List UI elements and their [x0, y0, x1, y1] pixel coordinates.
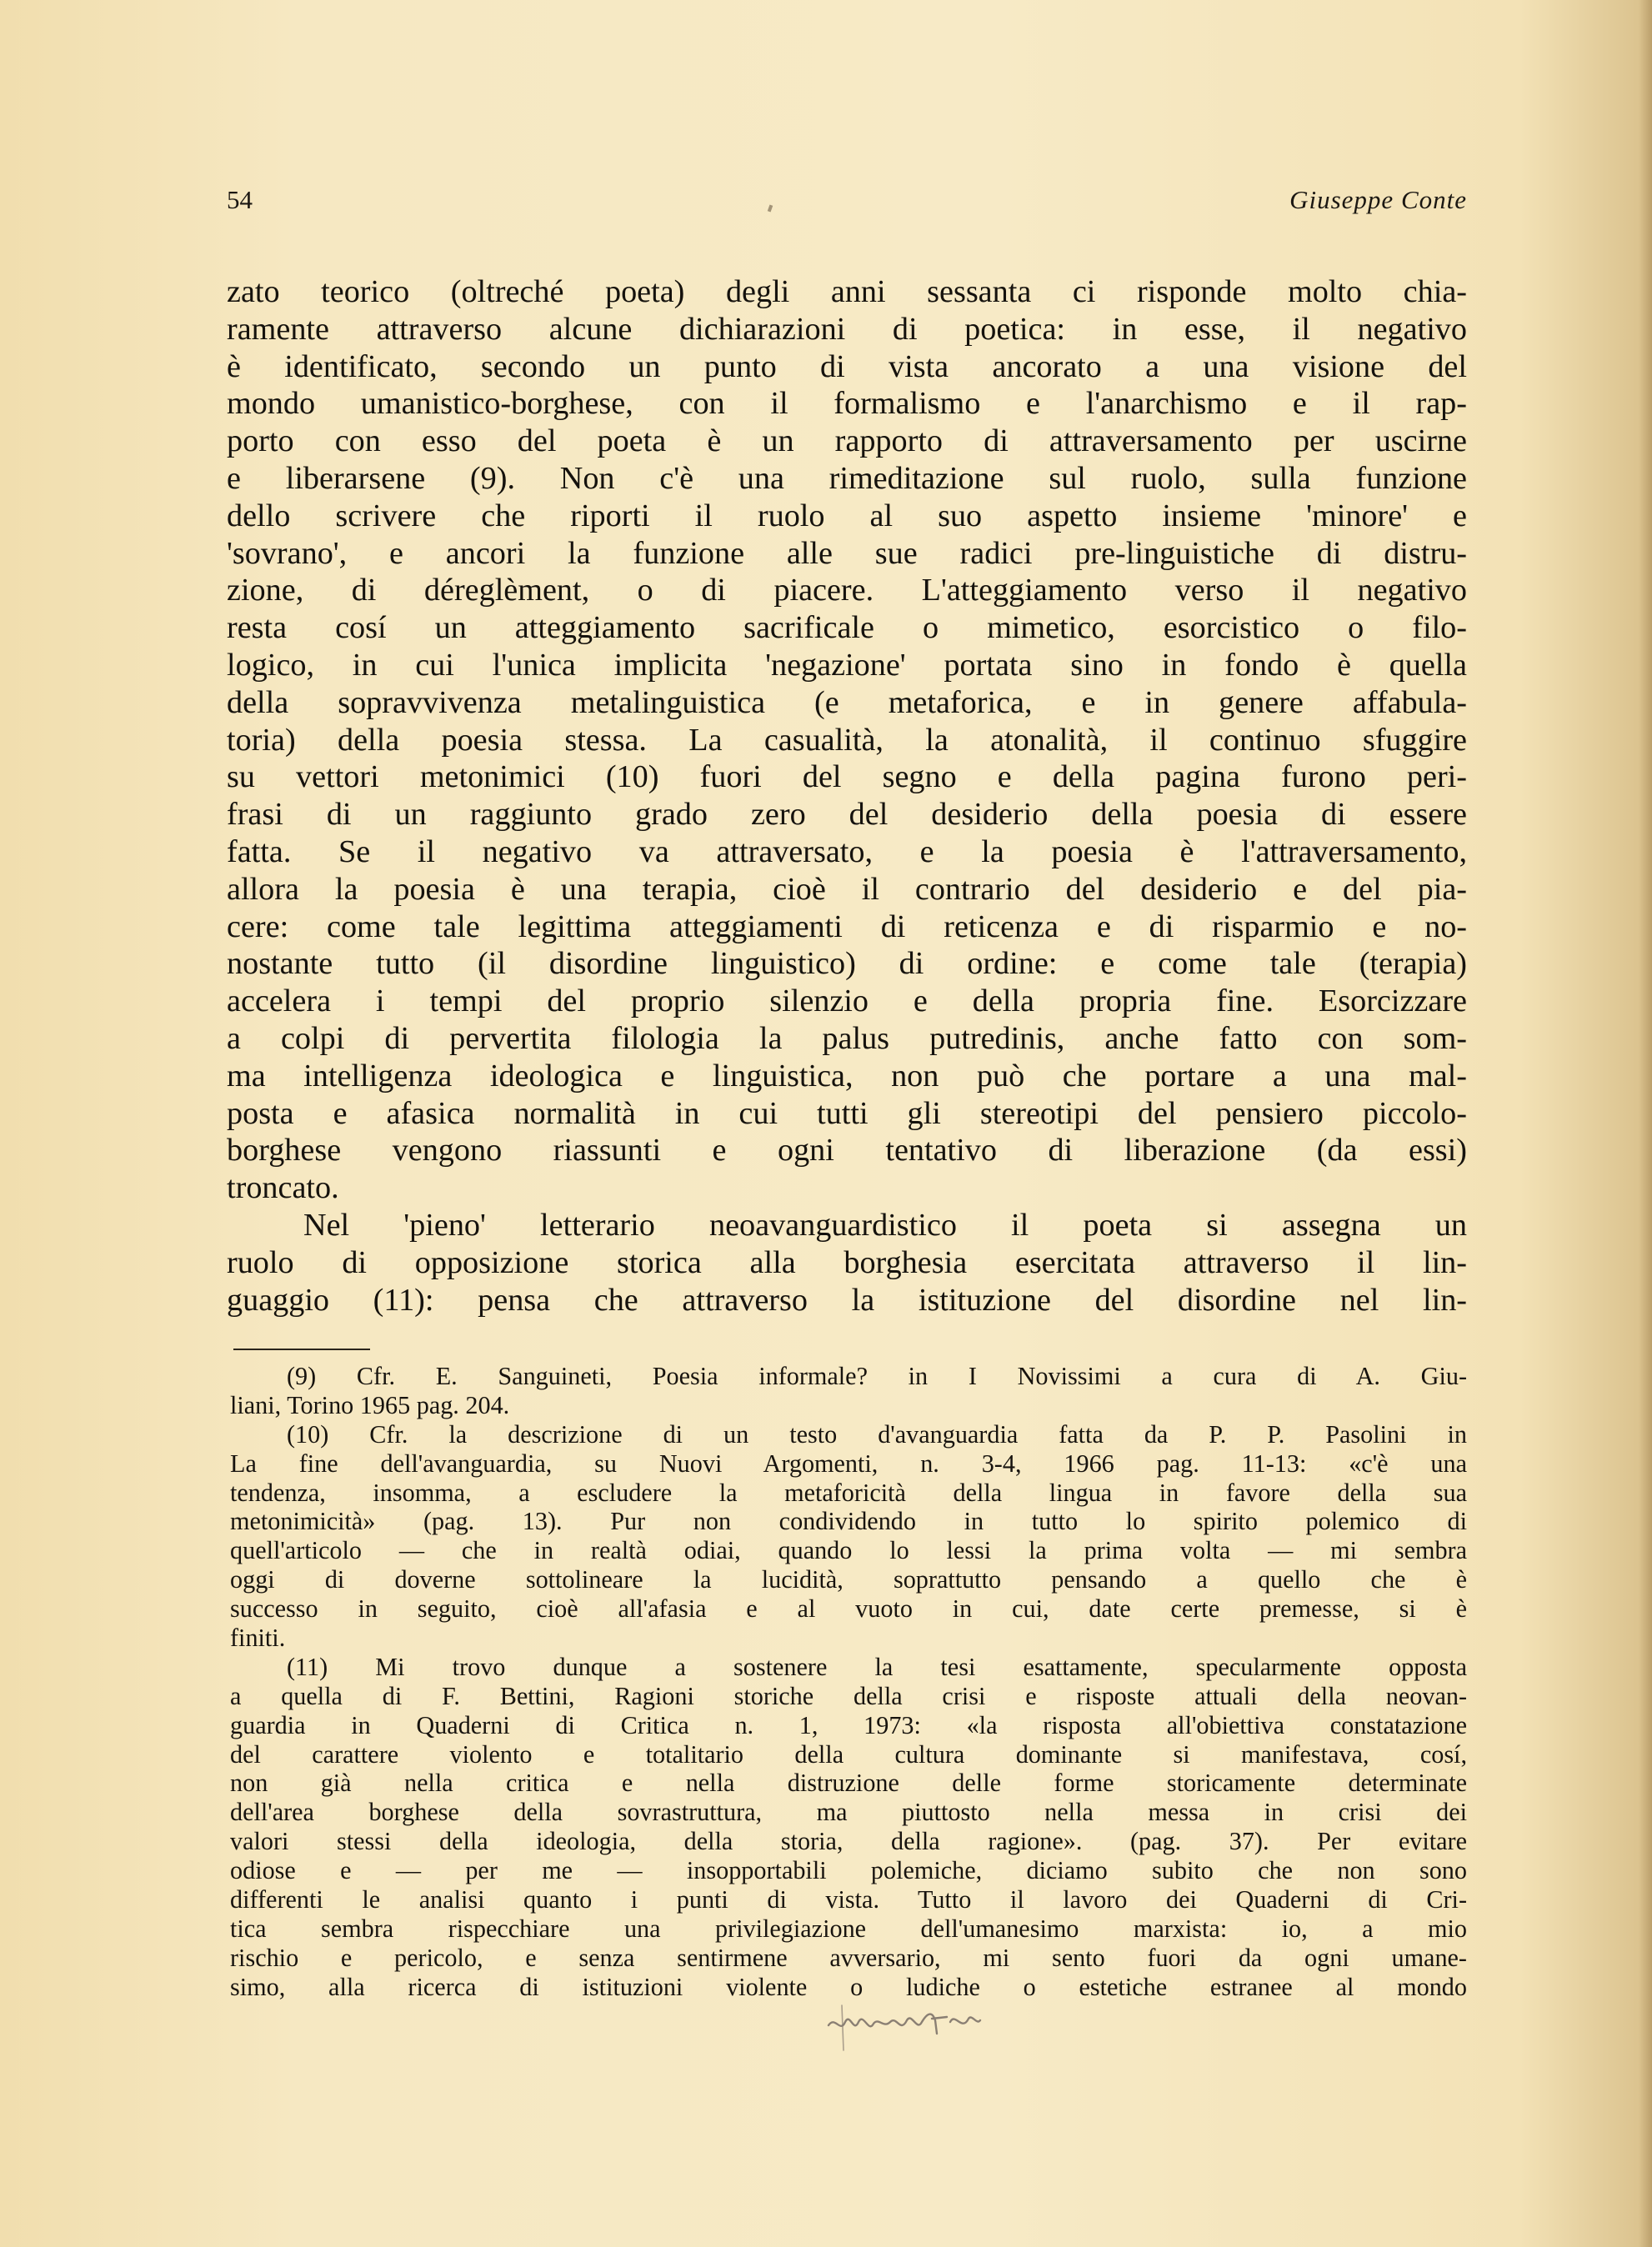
footnote-9-line: (9) Cfr. E. Sanguineti, Poesia informale? in I Novissimi a cura di A. Giu-: [287, 1362, 1467, 1390]
body-line: porto con esso del poeta è un rapporto di attraversamento per uscirne: [227, 423, 1467, 459]
running-head-author: Giuseppe Conte: [1289, 185, 1467, 214]
body-line: dello scrivere che riporti il ruolo al suo aspetto insieme 'minore' e: [227, 498, 1467, 533]
footnote-11-line: simo, alla ricerca di istituzioni violente o ludiche o estetiche estranee al mondo: [230, 1972, 1467, 2001]
body-line: posta e afasica normalità in cui tutti gli stereotipi del pensiero piccolo-: [227, 1095, 1467, 1131]
body-line: ramente attraverso alcune dichiarazioni di poetica: in esse, il negativo: [227, 311, 1467, 347]
body-line: zato teorico (oltreché poeta) degli anni sessanta ci risponde molto chia-: [227, 274, 1467, 309]
footnote-11-line: odiose e — per me — insopportabili polemiche, diciamo subito che non sono: [230, 1856, 1467, 1885]
footnote-10-line: finiti.: [230, 1624, 286, 1653]
footnote-11-line: del carattere violento e totalitario della cultura dominante si manifestava, cosí,: [230, 1739, 1467, 1769]
body-line: e liberarsene (9). Non c'è una rimeditazione sul ruolo, sulla funzione: [227, 460, 1467, 496]
body-line: su vettori metonimici (10) fuori del segno e della pagina furono peri-: [227, 759, 1467, 795]
body-line: nostante tutto (il disordine linguistico) di ordine: e come tale (terapia): [227, 946, 1467, 982]
footnote-11-line: (11) Mi trovo dunque a sostenere la tesi esattamente, specularmente opposta: [287, 1652, 1467, 1681]
footnote-11-line: a quella di F. Bettini, Ragioni storiche della crisi e risposte attuali della neovan-: [230, 1681, 1467, 1710]
body-line: zione, di déreglèment, o di piacere. L'atteggiamento verso il negativo: [227, 573, 1467, 608]
running-head: [227, 185, 1467, 218]
body-line: fatta. Se il negativo va attraversato, e la poesia è l'attraversamento,: [227, 833, 1467, 869]
footnote-10-line: metonimicità» (pag. 13). Pur non condividendo in tutto lo spirito polemico di: [230, 1507, 1467, 1536]
footnote-9-line: liani, Torino 1965 pag. 204.: [230, 1390, 510, 1419]
footnote-separator: [233, 1349, 370, 1350]
body-line: ma intelligenza ideologica e linguistica, non può che portare a una mal-: [227, 1058, 1467, 1093]
footnote-11-line: guardia in Quaderni di Critica n. 1, 1973: «la risposta all'obiettiva constatazione: [230, 1710, 1467, 1739]
body-line: è identificato, secondo un punto di vista ancorato a una visione del: [227, 348, 1467, 384]
footnote-11-line: dell'area borghese della sovrastruttura, ma piuttosto nella messa in crisi dei: [230, 1798, 1467, 1827]
footnotes: [230, 1362, 1467, 2002]
body-line: 'sovrano', e ancori la funzione alle sue radici pre-linguistiche di distru-: [227, 535, 1467, 571]
handwritten-note: [825, 2000, 984, 2059]
body-line-paragraph-start: Nel 'pieno' letterario neoavanguardistico il poeta si assegna un: [303, 1207, 1467, 1243]
body-line: borghese vengono riassunti e ogni tentativo di liberazione (da essi): [227, 1133, 1467, 1169]
footnote-11-line: rischio e pericolo, e senza sentirmene avversario, mi sento fuori da ogni umane-: [230, 1943, 1467, 1972]
footnote-10-line: oggi di doverne sottolineare la lucidità, soprattutto pensando a quello che è: [230, 1565, 1467, 1594]
footnote-10-line: tendenza, insomma, a escludere la metaforicità della lingua in favore della sua: [230, 1478, 1467, 1507]
footnote-11-line: valori stessi della ideologia, della storia, della ragione». (pag. 37). Per evitare: [230, 1827, 1467, 1856]
body-line: frasi di un raggiunto grado zero del desiderio della poesia di essere: [227, 797, 1467, 833]
body-line: toria) della poesia stessa. La casualità, la atonalità, il continuo sfuggire: [227, 722, 1467, 758]
body-line: allora la poesia è una terapia, cioè il contrario del desiderio e del pia-: [227, 871, 1467, 907]
footnote-11-line: non già nella critica e nella distruzione delle forme storicamente determinate: [230, 1769, 1467, 1798]
footnote-10-line: (10) Cfr. la descrizione di un testo d'avanguardia fatta da P. P. Pasolini in: [287, 1419, 1467, 1449]
body-line: ruolo di opposizione storica alla borghesia esercitata attraverso il lin-: [227, 1244, 1467, 1280]
body-line: resta cosí un atteggiamento sacrificale o mimetico, esorcistico o filo-: [227, 610, 1467, 646]
footnote-11-line: differenti le analisi quanto i punti di vista. Tutto il lavoro dei Quaderni di Cri-: [230, 1885, 1467, 1914]
body-line: mondo umanistico-borghese, con il formalismo e l'anarchismo e il rap-: [227, 386, 1467, 422]
page-edge-shadow: [1639, 0, 1652, 2247]
footnote-10-line: La fine dell'avanguardia, su Nuovi Argomenti, n. 3-4, 1966 pag. 11-13: «c'è una: [230, 1449, 1467, 1478]
body-line: accelera i tempi del proprio silenzio e della propria fine. Esorcizzare: [227, 983, 1467, 1019]
footnote-10-line: quell'articolo — che in realtà odiai, quando lo lessi la prima volta — mi sembra: [230, 1536, 1467, 1565]
page-number: 54: [227, 185, 253, 214]
main-text: [227, 273, 1467, 1319]
footnote-10-line: successo in seguito, cioè all'afasia e al vuoto in cui, date certe premesse, si è: [230, 1594, 1467, 1624]
body-line: della sopravvivenza metalinguistica (e metaforica, e in genere affabula-: [227, 684, 1467, 720]
body-line: troncato.: [227, 1170, 339, 1206]
body-line: cere: come tale legittima atteggiamenti di reticenza e di risparmio e no-: [227, 908, 1467, 944]
body-line: guaggio (11): pensa che attraverso la istituzione del disordine nel lin-: [227, 1282, 1467, 1318]
body-line: a colpi di pervertita filologia la palus putredinis, anche fatto con som-: [227, 1020, 1467, 1056]
footnote-11-line: tica sembra rispecchiare una privilegiazione dell'umanesimo marxista: io, a mio: [230, 1914, 1467, 1943]
body-line: logico, in cui l'unica implicita 'negazione' portata sino in fondo è quella: [227, 647, 1467, 683]
